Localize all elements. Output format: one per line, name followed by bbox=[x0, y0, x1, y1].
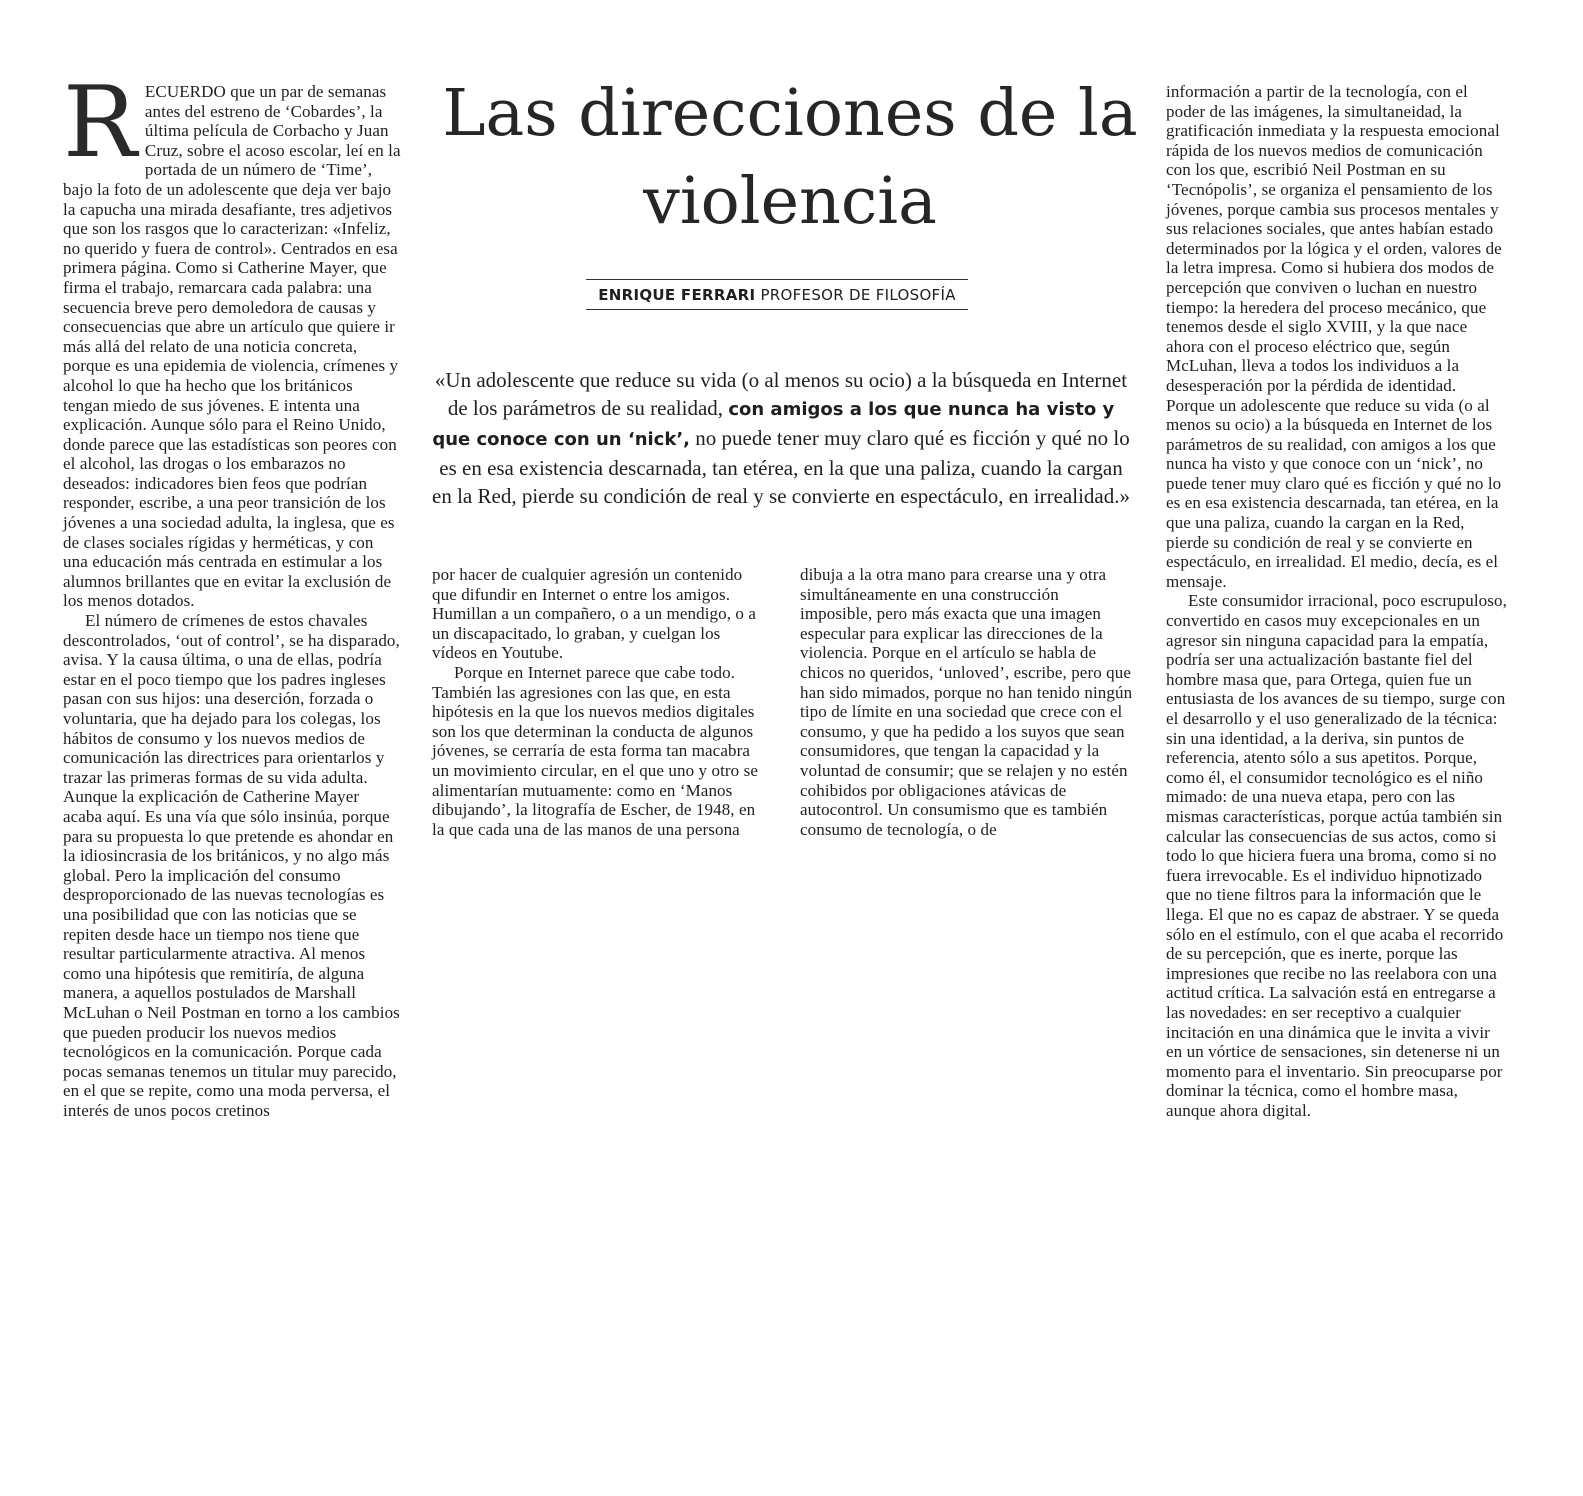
paragraph: por hacer de cualquier agresión un contenido que difundir en Internet o entre los amigos. Humillan a un compañero, o a un mendigo, o a un discapacitado, lo graban, y cuelgan los vídeos en Youtube. bbox=[432, 565, 757, 663]
byline-role: PROFESOR DE FILOSOFÍA bbox=[760, 286, 956, 304]
pull-quote bbox=[428, 366, 1134, 510]
paragraph: información a partir de la tecnología, con el poder de las imágenes, la simultaneidad, la gratificación inmediata y la respuesta emocional rápida de los nuevos medios de comunicación con los que, escribió Neil Postman en su ‘Tecnópolis’, se organiza el pensamiento de los jóvenes, porque cambia sus procesos mentales y sus relaciones sociales, que antes habían estado determinados por la lógica y el orden, valores de la letra impresa. Como si hubiera dos modos de percepción que conviven o luchan en nuestro tiempo: la heredera del proceso mecánico, que tenemos desde el siglo XVIII, y la que nace ahora con el proceso eléctrico que, según McLuhan, lleva a todos los individuos a la desesperación por la pérdida de identidad. Porque un adolescente que reduce su vida (o al menos su ocio) a la búsqueda en Internet de los parámetros de su realidad, con amigos a los que nunca ha visto y que conoce con un ‘nick’, no puede tener muy claro qué es ficción y qué no lo es en esa existencia descarnada, tan etérea, en la que una paliza, cuando la cargan en la Red, pierde su condición de real y se convierte en espectáculo, en irrealidad. El medio, decía, es el mensaje. bbox=[1166, 82, 1502, 591]
pull-quote-text: «Un adolescente que reduce su vida (o al menos su ocio) a la búsqueda en Internet de los parámetros de su realidad, bbox=[434, 368, 1128, 420]
drop-cap: R bbox=[63, 66, 137, 180]
article-headline: Las direcciones de la violencia bbox=[442, 76, 1138, 239]
paragraph: ECUERDO que un par de semanas antes del estreno de ‘Cobardes’, la última película de Corbacho y Juan Cruz, sobre el acoso escolar, leí en la portada de un número de ‘Time’, bajo la foto de un adolescente que deja ver bajo la capucha una mirada desafiante, tres adjetivos que son los rasgos que lo caracterizan: «Infeliz, no querido y fuera de control». Centrados en esa primera página. Como si Catherine Mayer, que firma el trabajo, remarcara cada palabra: una secuencia breve pero demoledora de causas y consecuencias que abre un artículo que quiere ir más allá del relato de una noticia concreta, porque es una epidemia de violencia, crímenes y alcohol lo que ha hecho que los británicos tengan miedo de sus jóvenes. E intenta una explicación. Aunque sólo para el Reino Unido, donde parece que las estadísticas son peores con el alcohol, las drogas o los embarazos no deseados: indicadores bien feos que podrían responder, escribe, a una peor transición de los jóvenes a una sociedad adulta, la inglesa, que es de clases sociales rígidas y herméticas, y con una educación más centrada en estimular a los alumnos brillantes que en evitar la exclusión de los menos dotados. bbox=[63, 82, 401, 611]
article-column-1 bbox=[63, 66, 402, 1120]
paragraph: El número de crímenes de estos chavales descontrolados, ‘out of control’, se ha disparado, avisa. Y la causa última, o una de ellas, podría estar en el poco tiempo que los padres ingleses pasan con sus hijos: una deserción, forzada o voluntaria, que ha dejado para los colegas, los hábitos de consumo y los nuevos medios de comunicación las directrices para orientarlos y trazar las primeras formas de su vida adulta. Aunque la explicación de Catherine Mayer acaba aquí. Es una vía que sólo insinúa, porque para su propuesta lo que pretende es ahondar en la idiosincrasia de los británicos, y no algo más global. Pero la implicación del consumo desproporcionado de las nuevas tecnologías es una posibilidad que con las noticias que se repiten desde hace un tiempo nos tiene que resultar particularmente atractiva. Al menos como una hipótesis que remitiría, de alguna manera, a aquellos postulados de Marshall McLuhan o Neil Postman en torno a los cambios que pueden producir los nuevos medios tecnológicos en la comunicación. Porque cada pocas semanas tenemos un titular muy parecido, en el que se repite, como una moda perversa, el interés de unos pocos cretinos bbox=[63, 611, 400, 1120]
paragraph: Este consumidor irracional, poco escrupuloso, convertido en casos muy excepcionales en un agresor sin ninguna capacidad para la empatía, podría ser una actualización bastante fiel del hombre masa que, para Ortega, quien fue un entusiasta de los avances de su tiempo, surge con el desarrollo y el uso generalizado de la técnica: sin una identidad, a la deriva, sin puntos de referencia, atento sólo a sus apetitos. Porque, como él, el consumidor tecnológico es el niño mimado: de una nueva etapa, pero con las mismas características, porque actúa también sin calcular las consecuencias de sus actos, como si todo lo que hiciera fuera una broma, como si no fuera irrevocable. Es el individuo hipnotizado que no tiene filtros para la información que le llega. El que no es capaz de abstraer. Y se queda sólo en el estímulo, con el que acaba el recorrido de su percepción, que es inerte, porque las impresiones que recibe no las reelabora con una actitud crítica. La salvación está en entregarse a las novedades: en ser receptivo a cualquier incitación en una dinámica que le invita a vivir en un vórtice de sensaciones, sin detenerse ni un momento para el inventario. Sin preocuparse por dominar la técnica, como el hombre masa, aunque ahora digital. bbox=[1166, 591, 1507, 1120]
article-column-2 bbox=[432, 565, 766, 839]
pull-quote-text-end: no puede tener muy claro qué es ficción y qué no lo es en esa existencia descarnada, tan etérea, en la que una paliza, cuando la cargan en la Red, pierde su condición de real y se convierte en espectáculo, en irrealidad.» bbox=[432, 426, 1130, 508]
paragraph: Porque en Internet parece que cabe todo. También las agresiones con las que, en esta hipótesis en la que los nuevos medios digitales son los que determinan la conducta de algunos jóvenes, se cerraría de esta forma tan macabra un movimiento circular, en el que uno y otro se alimentarían mutuamente: como en ‘Manos dibujando’, la litografía de Escher, de 1948, en la que cada una de las manos de una persona bbox=[432, 662, 758, 839]
paragraph: dibuja a la otra mano para crearse una y otra simultáneamente en una construcción imposible, pero más exacta que una imagen especular para explicar las direcciones de la violencia. Porque en el artículo se habla de chicos no queridos, ‘unloved’, escribe, pero que han sido mimados, porque no han tenido ningún tipo de límite en una sociedad que crece con el consumo, y que ha pedido a los suyos que sean consumidores, que tengan la capacidad y la voluntad de consumir; que se relajen y no estén cohibidos por obligaciones atávicas de autocontrol. Un consumismo que es también consumo de tecnología, o de bbox=[800, 565, 1133, 839]
pull-quote-highlight: con amigos a los que nunca ha visto y que conoce con un ‘nick’, bbox=[432, 399, 1115, 450]
article-column-3 bbox=[800, 565, 1135, 839]
byline bbox=[586, 279, 968, 310]
byline-author: ENRIQUE FERRARI bbox=[598, 286, 756, 304]
article-column-4 bbox=[1166, 82, 1508, 1120]
